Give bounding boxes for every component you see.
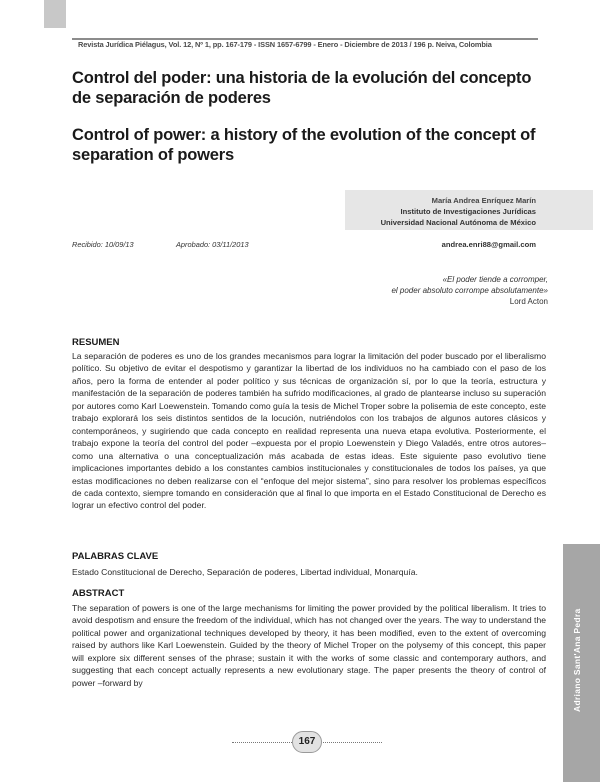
author-university: Universidad Nacional Autónoma de México — [380, 218, 536, 227]
epigraph — [391, 274, 548, 307]
received-date: Recibido: 10/09/13 — [72, 240, 134, 249]
epigraph-line-1: «El poder tiende a corromper, — [442, 275, 548, 284]
epigraph-author: Lord Acton — [509, 297, 548, 306]
author-info — [381, 195, 536, 228]
resumen-heading: RESUMEN — [72, 337, 120, 348]
author-name: María Andrea Enríquez Marín — [431, 196, 536, 205]
epigraph-line-2: el poder absoluto corrompe absolutamente» — [391, 286, 548, 295]
abstract-heading: ABSTRACT — [72, 588, 125, 599]
side-tab-author: Adriano Sant'Ana Pedra — [572, 608, 582, 712]
journal-info: Revista Jurídica Piélagus, Vol. 12, Nº 1, pp. 167-179 - ISSN 1657-6799 - Enero - Diciembre de 2013 / 196 p. Neiva, Colombia — [78, 40, 492, 49]
page-number: 167 — [292, 731, 322, 753]
top-decorative-tab — [44, 0, 66, 28]
resumen-text: La separación de poderes es uno de los grandes mecanismos para lograr la limitación del poder buscado por el liberalismo político. Su objetivo de evitar el despotismo y garantizar la libertad de los individuos no ha cambiado con el paso de los años, pero la forma de entender al poder político y sus técnicas de organización sí, por lo que la teoría, estructura y manifestación de la separación de poderes también ha sufrido modificaciones, al grado de plantearse incluso su superación por autores como Karl Loewenstein. Tomando como guía la tesis de Michel Troper sobre la polisemia de este concepto, este trabajo explorará los seis distintos sentidos de la locución, nutriéndolos con los trabajos de algunos autores clásicos y contemporáneos, y sugiriendo que cada concepto en realidad representa una nueva etapa evolutiva. Posteriormente, el trabajo expone la teoría del control del poder –expuesta por el propio Loewenstein y Diego Valadés, entre otros autores– como una alternativa o una conceptualización más acabada de estas ideas. Este siguiente paso evolutivo tiene implicaciones importantes debido a los constantes cambios institucionales y constitucionales de todos los países, ya que estas modificaciones no deben realizarse con el “enfoque del mejor sistema”, sino para resolver los problemas específicos de cada contexto, siempre tomando en consideración que al final lo que importa en el Estado Constitucional de Derecho es lograr un efectivo control del poder. — [72, 351, 546, 511]
palabras-clave-heading: PALABRAS CLAVE — [72, 551, 159, 562]
author-email[interactable]: andrea.enri88@gmail.com — [441, 240, 536, 249]
author-institute: Instituto de Investigaciones Jurídicas — [400, 207, 536, 216]
title-spanish: Control del poder: una historia de la evolución del concepto de separación de poderes — [72, 69, 532, 107]
palabras-clave-text: Estado Constitucional de Derecho, Separación de poderes, Libertad individual, Monarquía. — [72, 567, 418, 577]
abstract-text: The separation of powers is one of the large mechanisms for limiting the power provided by the political liberalism. It tries to avoid despotism and ensure the freedom of the individual, which has not changed over the years. The way to understand the political power and organizational techniques developed by theory, it has been modified, even to the extent of overcoming raised by authors like Karl Loewenstein. Guided by the theory of Michel Troper on the polysemy of this concept, this paper will explore six different senses of the phrase; sustain it with the works of some classic and contemporary authors, and suggesting that each concept actually represents a new evolutionary stage. The paper presents the theory of control of power –forward by — [72, 603, 546, 688]
article-dates — [72, 240, 249, 249]
approved-date: Aprobado: 03/11/2013 — [176, 240, 249, 249]
title-english: Control of power: a history of the evolution of the concept of separation of powers — [72, 126, 536, 164]
